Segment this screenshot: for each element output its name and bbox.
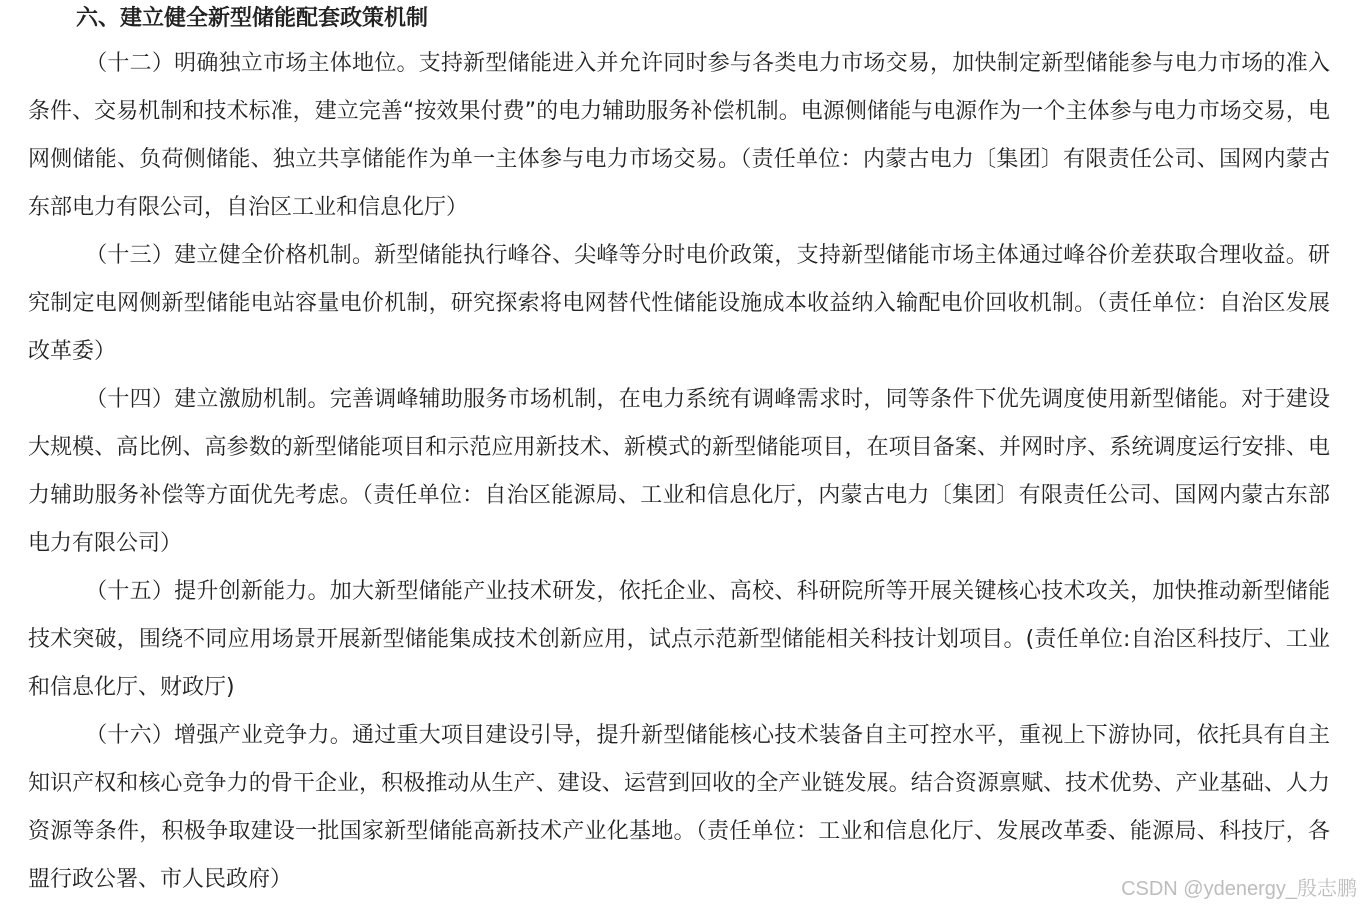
paragraph-14: （十四）建立激励机制。完善调峰辅助服务市场机制，在电力系统有调峰需求时，同等条件下优先调度使用新型储能。对于建设大规模、高比例、高参数的新型储能项目和示范应用新技术、新模式的新型储能项目，在项目备案、并网时序、系统调度运行安排、电力辅助服务补偿等方面优先考虑。（责任单位：自治区能源局、工业和信息化厅，内蒙古电力〔集团〕有限责任公司、国网内蒙古东部电力有限公司） bbox=[28, 387, 1330, 556]
paragraph-12: （十二）明确独立市场主体地位。支持新型储能进入并允许同时参与各类电力市场交易，加快制定新型储能参与电力市场的准入条件、交易机制和技术标准，建立完善“按效果付费”的电力辅助服务补偿机制。电源侧储能与电源作为一个主体参与电力市场交易，电网侧储能、负荷侧储能、独立共享储能作为单一主体参与电力市场交易。（责任单位：内蒙古电力〔集团〕有限责任公司、国网内蒙古东部电力有限公司，自治区工业和信息化厅） bbox=[28, 51, 1330, 220]
paragraph-16: （十六）增强产业竞争力。通过重大项目建设引导，提升新型储能核心技术装备自主可控水平，重视上下游协同，依托具有自主知识产权和核心竞争力的骨干企业，积极推动从生产、建设、运营到回收的全产业链发展。结合资源禀赋、技术优势、产业基础、人力资源等条件，积极争取建设一批国家新型储能高新技术产业化基地。（责任单位：工业和信息化厅、发展改革委、能源局、科技厅，各盟行政公署、市人民政府） bbox=[28, 723, 1330, 892]
section-heading: 六、建立健全新型储能配套政策机制 bbox=[76, 6, 429, 31]
csdn-watermark: CSDN @ydenergy_殷志鹏 bbox=[1121, 878, 1357, 900]
paragraph-13: （十三）建立健全价格机制。新型储能执行峰谷、尖峰等分时电价政策，支持新型储能市场主体通过峰谷价差获取合理收益。研究制定电网侧新型储能电站容量电价机制，研究探索将电网替代性储能设施成本收益纳入输配电价回收机制。（责任单位：自治区发展改革委） bbox=[28, 243, 1330, 364]
paragraph-15: （十五）提升创新能力。加大新型储能产业技术研发，依托企业、高校、科研院所等开展关键核心技术攻关，加快推动新型储能技术突破，围绕不同应用场景开展新型储能集成技术创新应用，试点示范新型储能相关科技计划项目。(责任单位:自治区科技厅、工业和信息化厅、财政厅) bbox=[28, 579, 1330, 700]
